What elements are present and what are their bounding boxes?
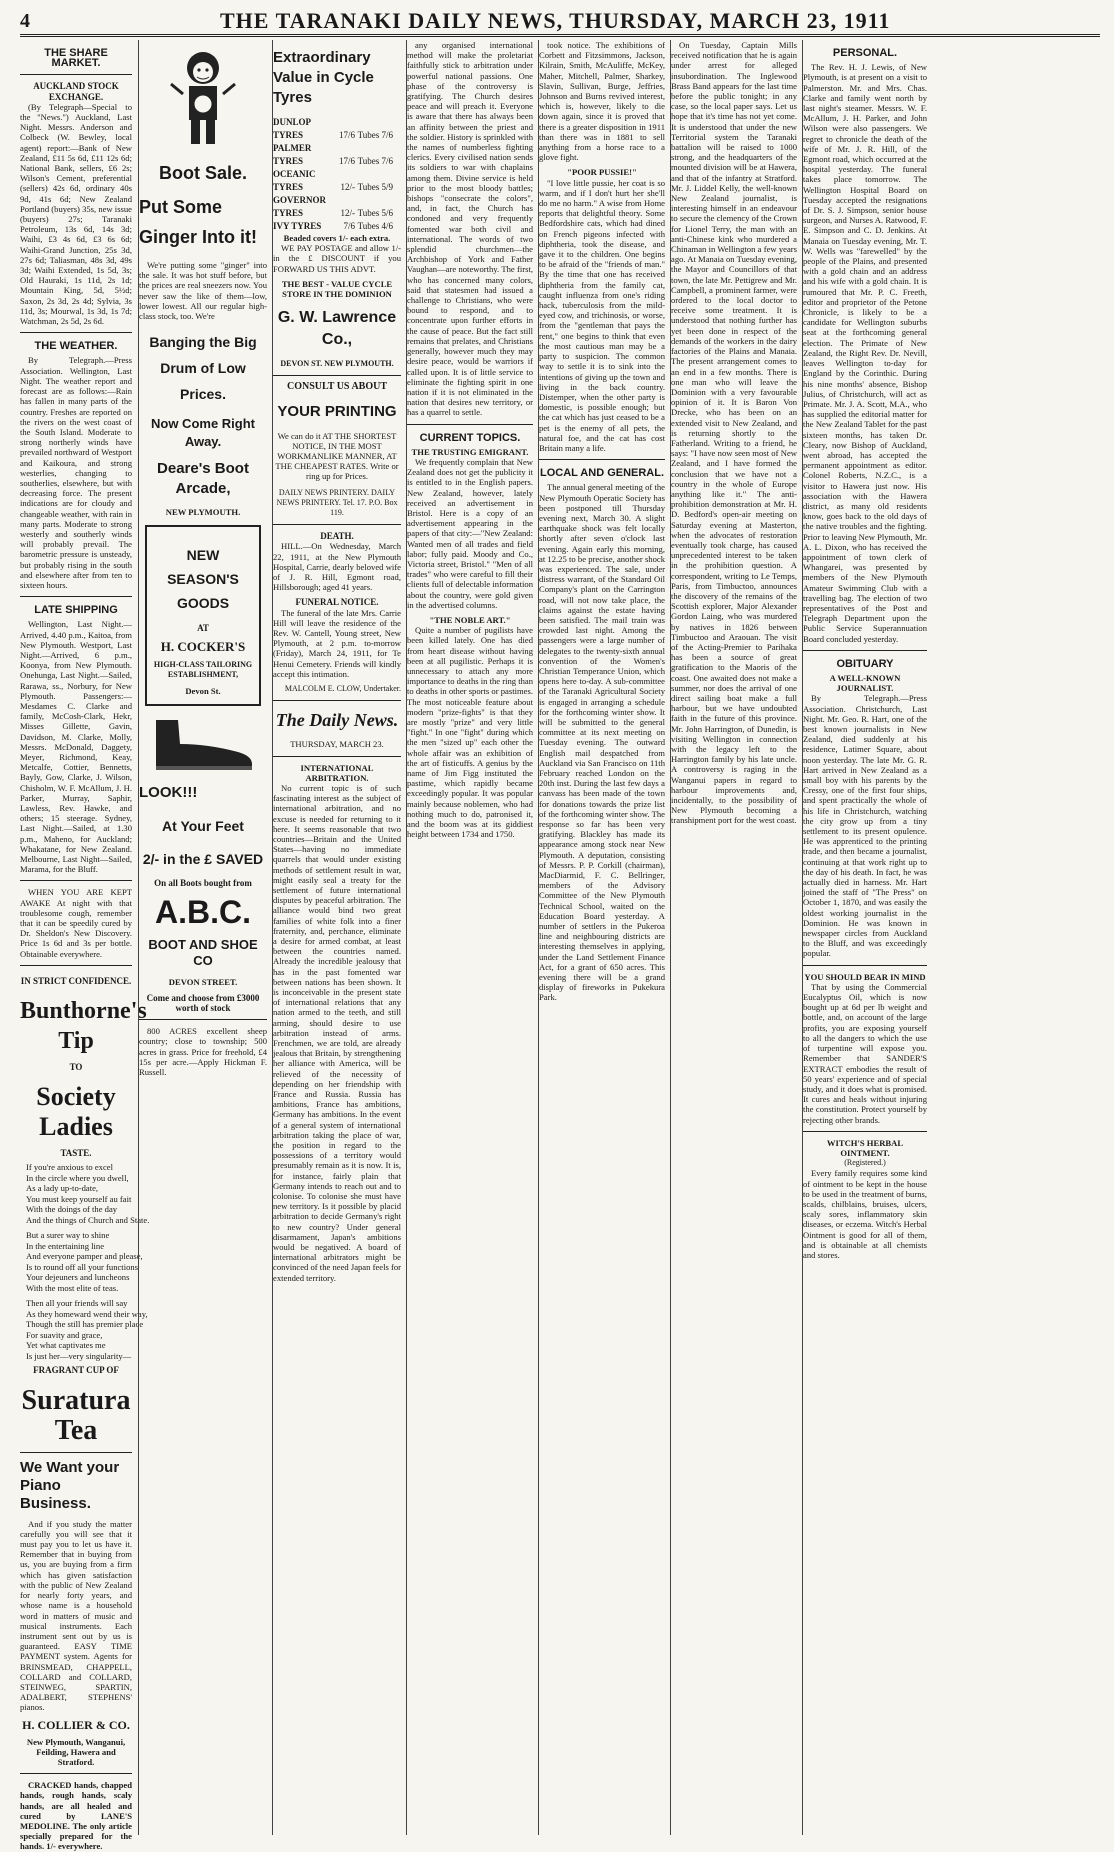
drummer-figure-icon	[163, 44, 243, 154]
postage-note: WE PAY POSTAGE and allow 1/- in the £ DISCOUNT if you FORWARD US THIS ADVT.	[273, 243, 401, 274]
poor-pussie-heading: "POOR PUSSIE!"	[567, 167, 637, 178]
beaded-note: Beaded covers 1/- each extra.	[283, 233, 391, 243]
on-all-boots: On all Boots bought from	[154, 878, 252, 889]
personal-text: The Rev. H. J. Lewis, of New Plymouth, is at present on a visit to Palmerston. Mr. and Mrs. Chas. Clarke and family went north by last night's steamer. Messrs. W. F. McAllum, J. H. Parker, and John Wilson were also passengers. We regret to chronicle the death of the wife of Mr. J. R. Hill, of the Egmont road, which occurred at the hospital yesterday. The funeral takes place tomorrow. The Wellington Hospital Board on Tuesday accepted the resignations of Dr. S. J. Simpson, senior house surgeon, and Nurses A. Ratwood, F. E. Simpson and C. D. Jenkins. At Manaia on Tuesday evening, Mr. T. W. Wells was "farewelled" by the people of the Plains, and presented with a gold chain and an address and his wife with a gold chain. It is rumoured that Mr. P. C. Freeth, editor and proprietor of the Petone Chronicle, is likely to be a candidate for Wellington suburbs seat at the forthcoming general election. The Primate of New Zealand, the Right Rev. Dr. Nevill, leaves Wellington to-day for England by the Corinthic. During his nine months' absence, Bishop Julius, of Christchurch, will act as Primate. Mr. J. A. Scott, M.A., who has supplied the editorial matter for the New Zealand Tablet for the past sixteen months, has taken Dr. Cleary, now Bishop of Auckland, went abroad, has accepted the permanent appointment as editor. Colonel Roberts, N.Z.C., is a visitor to Hawera just now. His association with the Hawera district, as many old residents know, goes back to the old days of the native troubles and the fighting. Prior to leaving New Plymouth, Mr. A. L. Dixon, who has received the appointment of town clerk of Whangarei, was presented by members of the New Plymouth Amateur Swimming Club with a travelling bag. The election of two representatives of the Post and Telegraph Department upon the Public Service Superannuation Board concluded yesterday.	[803, 62, 927, 644]
shipping-text: Wellington, Last Night.—Arrived, 4.40 p.m., Kaitoa, from New Plymouth. Westport, Last Night.—Arrived, 6 p.m., Koonya, from New Plymouth. Onehunga, Last Night.—Sailed, Rarawa, ss., Norbury, for New Plymouth. Passengers:—Mesdames C. Clarke and family, McCosh-Clark, Hekr, Misses Gillette, Gavin, Davidson, M. Clarke, Molly, Messrs. McDonald, Daggety, Meyer, Richmond, Keay, Metcalfe, Cottier, Bennetts, Bayly, Gow, Clarke, J. Wilson, Chisholm, W. F. McAllum, J. H. Parker, Murray, Saphir, Lawless, Rev. Hawke, and others; 15 steerage. Sydney, Last Night.—Sailed, at 1.30 p.m., Maheno, for Auckland; Whakatane, for New Zealand. Melbourne, Last Night—Sailed, Marama, for the Bluff.	[20, 619, 132, 875]
at-your-feet: At Your Feet	[162, 818, 244, 835]
column-2	[138, 40, 267, 1835]
bear-in-mind-text: That by using the Commercial Eucalyptus Oil, which is now bought up at 6d per lb weight and bottle, and, on account of the large profits, you are exposing yourself to all the dangers to which the use of turpentine will expose you. Remember that SANDER'S EXTRACT embodies the result of 50 years' experience and of special study, and it does what is promised. It cures and heals without injuring the constitution. Protect yourself by rejecting other brands.	[803, 981, 927, 1125]
local-general-text: The annual general meeting of the New Plymouth Operatic Society has been postponed till Thursday evening next, March 30. A slight earthquake shock was felt locally shortly after seven o'clock last evening. Again early this morning, at 12.25 to be precise, another shock was experienced. The sale, under distress warrant, of the Standard Oil Company's plant on the Carrington road, will not now take place, the claims against the estate having been satisfied. The mail train was crowded last night. Among the passengers were a large number of delegates to the twenty-sixth annual convention of the Women's Christian Temperance Union, which opens here to-day. A sub-committee of the Taranaki Agricultural Society is engaged in arranging a schedule for the forthcoming winter show. It will be submitted to the general committee at its next meeting on Tuesday evening. The outward English mail despatched from Auckland via San Francisco on 11th February reached London on the 20th inst. During the last few days a canvass has been made of the town for donations towards the prize list of the forthcoming winter show. The response so far has been very gratifying. Blackley has made its appearance among stock near New Plymouth. A deputation, consisting of Messrs. P. P. Corkill (chairman), MacDiarmid, F. C. Bellringer, members of the Advisory Committee of the New Plymouth Technical School, waited on the Education Board yesterday. A number of settlers in the Pukeroa line and neighbouring districts are interesting themselves in applying, under the Land Settlement Finance Act, for a grant of 650 acres. This evening there will be a grand display of fireworks in Pukekura Park.	[539, 482, 665, 1003]
society-ladies-title: Society Ladies	[36, 1082, 116, 1142]
deare-name: Deare's Boot Arcade,	[157, 460, 249, 498]
poem-line: If you're anxious to excel	[26, 1162, 113, 1173]
column-6	[670, 40, 797, 1835]
obituary-heading: OBITUARY	[836, 657, 894, 670]
column-7	[802, 40, 927, 1835]
divider	[803, 650, 927, 651]
page-number: 4	[20, 10, 30, 32]
poem-line: For suavity and grace,	[26, 1329, 103, 1340]
poem-line: In the entertaining line	[26, 1240, 105, 1251]
collier-address: New Plymouth, Wanganui, Feilding, Hawera and Stratford.	[26, 1736, 126, 1767]
cocker-ad-box	[145, 525, 261, 706]
current-topics-heading: CURRENT TOPICS.	[419, 431, 521, 444]
divider	[20, 332, 132, 333]
poem-line: But a surer way to shine	[26, 1230, 110, 1241]
divider	[20, 1773, 132, 1774]
tyre-price-list	[273, 116, 401, 233]
boot-sale-title: Boot Sale.	[158, 163, 247, 183]
fragrant-label: FRAGRANT CUP OF	[33, 1365, 119, 1376]
divider	[407, 424, 533, 425]
piano-text: And if you study the matter carefully you will see that it must pay you to let us have it. Remember that in buying from us, you are buying from a firm which has given satisfaction with the public of New Zealand for nearly forty years, and whose name is a household word in matters of music and musical instruments. Each instrument sent out by us is guaranteed. EASY TIME PAYMENT system. Agents for BRINSMEAD, CHAPPELL, COLLARD and COLLARD, STEINWEG, SPARTIN, ADALBERT, STEPHENS' pianos.	[20, 1518, 132, 1713]
divider	[273, 756, 401, 757]
abc-address: DEVON STREET.	[168, 976, 238, 987]
arbitration-heading: INTERNATIONAL ARBITRATION.	[300, 762, 374, 783]
cracked-hands-ad: CRACKED hands, chapped hands, rough hands, scaly hands, are all healed and cured by LANE'S MEDOLINE. The only article specially prepared for the hands. 1/- everywhere.	[20, 1780, 132, 1852]
poem-line: With the most elite of teas.	[26, 1282, 119, 1293]
extraordinary-value-title: Extraordinary Value in Cycle Tyres	[273, 49, 374, 106]
look-headline: LOOK!!!	[139, 784, 198, 802]
divider	[20, 1452, 132, 1453]
cocker-new-season: NEW SEASON'S GOODS	[167, 547, 239, 612]
noble-art-text: Quite a number of pugilists have been killed lately. One has died from heart disease without having been at all pugilistic. Perhaps it is unnecessary to attach any more importance to deaths in the ring than to deaths in other sports or pastimes. The most noticeable feature about modern "prize-fights" is that they are mostly "prize" and very little "fight." In one "fight" during which the men "sized up" each other the whole affair was an exhibition of the art of fisticuffs. A genius by the name of Jim Figg instituted the pastime, which rapidly became exceedingly popular. It was popular mainly because noblemen, who had nothing much to do, patronised it, and the boom was at its giddiest height between 1734 and 1750.	[407, 625, 534, 840]
bunthorne-to: TO	[69, 1062, 83, 1073]
ginger-headline: Put Some Ginger Into it!	[139, 197, 257, 247]
best-value-store: THE BEST - VALUE CYCLE STORE IN THE DOMINION	[281, 278, 393, 300]
tyre-row: DUNLOP TYRES 17/6 Tubes 7/6	[273, 117, 393, 140]
banging-headline: Banging the Big Drum of Low Prices.	[149, 334, 257, 403]
well-known-journalist-heading: A WELL-KNOWN JOURNALIST.	[829, 672, 901, 694]
divider	[803, 1131, 927, 1132]
come-right-away: Now Come Right Away.	[151, 416, 255, 450]
confidence-heading: IN STRICT CONFIDENCE.	[20, 975, 132, 986]
share-market-text: (By Telegraph—Special to the "News.") Auckland, Last Night. Messrs. Anderson and Colbeck (W. Bewley, local agent) report:—Bank of New Zealand, £11 5s 6d, £11 12s 6d; National Bank, sellers, £6 2s; Wilson's Cement, preferential (sellers) 42s 6d, ordinary 40s 9d, 41s 6d; New Zealand Portland (buyers) 35s, new issue (buyers) 27s; Taranaki Petroleum, 13s 6d, 14s 3d; Waihi, £3 4s 6d, £3 6s 6d; Waihi-Grand Junction, 25s 3d, 27s 6d; Taliasman, 48s 3d, 49s 3d; Waihi Extended, 1s 5d, 3s; Old Hauraki, 1s 11d, 2s 1d; Mountain King, 5d, 5½d; Saxon, 2s 3d, 2s 4d; Sylvia, 3s 11d, 3s; Mourwal, 1s 3d, 1s 7d; Watchman, 2s 5d, 2s 6d.	[20, 101, 132, 327]
taste-label: TASTE.	[60, 1148, 92, 1159]
death-heading: DEATH.	[320, 531, 354, 542]
cocker-name: H. COCKER'S	[160, 638, 246, 654]
poem-line: Is just her—very singularity—	[26, 1350, 132, 1361]
noble-art-continued: took notice. The exhibitions of Corbett and Fitzsimmons, Jackson, Kilrain, Smith, McAuliffe, McKey, Maher, Mitchell, Palmer, Sharkey, Slavin, Sullivan, Burge, Jeffries, Johnson and Burns revived interest, which is, however, likely to die down again, since it is proved that there is a greater disposition in 1911 than there was in 1881 to sell anything from a horse race to a glove fight.	[539, 40, 665, 163]
lawrence-name: G. W. Lawrence Co.,	[277, 309, 397, 349]
funeral-heading: FUNERAL NOTICE.	[295, 597, 379, 608]
abc-choose: Come and choose from £3000 worth of stock	[146, 992, 260, 1014]
divider	[20, 74, 132, 75]
bear-in-mind-heading: YOU SHOULD BEAR IN MIND	[804, 971, 926, 982]
lawrence-address: DEVON ST. NEW PLYMOUTH.	[280, 359, 394, 369]
trusting-emigrant-heading: THE TRUSTING EMIGRANT.	[411, 446, 529, 457]
divider	[20, 880, 132, 881]
printery-contact: DAILY NEWS PRINTERY. DAILY NEWS PRINTERY. Tel. 17. P.O. Box 119.	[276, 487, 398, 518]
arbitration-text: No current topic is of such fascinating interest as the subject of international arbitration, and no excuse is needed for returning to it here. It seems reasonable that two countries—Britain and the United States—having no immediate quarrels that would under existing methods of settlement result in war, might easily seal a treaty for the settlement of future international disputes by peaceful arbitration. The alliance would bind two great families of white folk into a finer fraternity, and, perchance, eliminate a desire for armed combat, at least between the countries named. Already the incredible jealousy that has in the past fomented war between nations has been shown. It is inconceivable in the present state of international relations that any nation armed to the teeth, and still arming, should desire to use arbitration instead of arms. Frenchmen, we are told, are already jealous that Britain, by strengthening her alliance with America, will be relieved of the necessity of depending on her friendship with France and Russia. Russia has ambitions, France has ambitions, Germany has ambitions. In the event of a general system of international arbitration taking the place of war, the position in regard to the possessions of a territory would presumably remain as it is now. It is, for instance, fairly plain that Germany intends to reach out and to colonise. To colonise she must have new territory. Is it possible by placid arbitration to decide Germany's right to new country? Under general disarmament, Japan's ambitions would be negatived. A board of international arbitrators might be convinced of the need Japan feels for extended territory.	[273, 782, 401, 1283]
witch-registered: (Registered.)	[844, 1158, 886, 1168]
divider	[273, 700, 401, 701]
personal-heading: PERSONAL.	[832, 47, 898, 59]
column-4	[406, 40, 533, 1835]
noble-art-heading: "THE NOBLE ART."	[429, 614, 511, 625]
poem-line: Though the still has premier place	[26, 1319, 144, 1330]
dateline: THURSDAY, MARCH 23.	[290, 739, 384, 750]
column-5	[538, 40, 665, 1835]
tyre-row: OCEANIC TYRES 12/- Tubes 5/9	[273, 169, 393, 192]
poem-line: And the things of Church and State.	[26, 1214, 150, 1225]
local-general-heading: LOCAL AND GENERAL.	[539, 467, 665, 480]
tyre-row: GOVERNOR TYRES 12/- Tubes 5/6	[273, 195, 393, 218]
divider	[273, 524, 401, 525]
newspaper-title: THE TARANAKI DAILY NEWS, THURSDAY, MARCH 23, 1911	[220, 8, 891, 33]
saved-headline: 2/- in the £ SAVED	[142, 851, 264, 868]
poem-line: Your dejeuners and luncheons	[26, 1272, 130, 1283]
daily-news-nameplate: The Daily News.	[275, 710, 399, 731]
your-printing-title: YOUR PRINTING	[277, 402, 397, 420]
weather-heading: THE WEATHER.	[34, 340, 118, 353]
divider	[139, 1019, 267, 1020]
column-3	[272, 40, 401, 1835]
poem-line: Is to round off all your functions	[26, 1261, 139, 1272]
abc-subtitle: BOOT AND SHOE CO	[148, 936, 258, 968]
weather-text: By Telegraph.—Press Association. Wellington, Last Night. The weather report and forecast are as follows:—Rain has fallen in many parts of the country. Freshes are reported on the rivers on the west coast of the South Island. Moderate to strong northerly winds have prevailed northward of Westport and Kaikoura, and strong westerlies, changing to southerlies, elsewhere, but with decreasing force. The present indications are for cloudy and changeable weather, with rain in many parts. Moderate to strong westerly and southerly winds will probably prevail. The barometric pressure is unsteady, but probably rising in the south and elsewhere after from ten to sixteen hours.	[20, 355, 132, 590]
poem-line: You must keep yourself au fait	[26, 1193, 132, 1204]
column-1	[20, 40, 150, 1852]
piano-ad-title: We Want your Piano Business.	[20, 1458, 120, 1512]
divider	[20, 965, 132, 966]
poem-line: Yet what captivates me	[26, 1340, 106, 1351]
poem	[26, 1162, 150, 1361]
divider	[273, 375, 401, 376]
auckland-exchange-heading: AUCKLAND STOCK EXCHANGE.	[33, 81, 119, 102]
consult-label: CONSULT US ABOUT	[286, 381, 388, 393]
acres-ad: 800 ACRES excellent sheep country; close to township; 500 acres in grass. Price for freehold, £4 15s per acre.—Apply Hickman F. Russell.	[139, 1026, 267, 1078]
divider	[803, 965, 927, 966]
tyre-row: IVY TYRES 7/6 Tubes 4/6	[273, 221, 393, 231]
trusting-emigrant-text: We frequently complain that New Zealand does not get the publicity it is entitled to in the English papers. New Zealand, however, lately received an advertisement in Bristol. Here is a copy of an advertisement appearing in the papers of that city:—"New Zealand: Wanted men of all trades and field labor; fully paid. Moody and Co., Victoria street, Bristol." "Men of all trades" who were careful to fill their clients full of delectable information about the country, were gold given in the advertised columns.	[407, 456, 533, 610]
local-general-continued: On Tuesday, Captain Mills received notification that he is again under arrest for alleged insubordination. The Inglewood Brass Band appears for the last time before the public tonight; in any case, so the local paper says. Let us hope that it's time has not yet come. It is understood that under the new Territorial system the Taranaki battalion will be raised to 1000 strong, and the headquarters of the mounted division will be at Hawera, and that of the infantry at Stratford. Mr. J. Liddel Kelly, the well-known New Zealand journalist, is interesting himself in an endeavour to secure the clemency of the Crown for Lionel Terry, the man with an anti-Chinese kink who murdered a Chinaman in Wellington a few years ago. At Manaia on Tuesday evening, the Mayor and Councillors of that town, the late Mr. Pettigrew and Mr. Campbell, a prominent farmer, were ordered to the local doctor to receive some treatment. It is understood that nothing further has yet been done in respect of the demands of the workers in the dairy factories of the Plains and Manaia. The present arrangement comes to an end in a few months. There is one man who will leave the Dominion with a very favourable opinion of it. It is Baron Von Drecke, who has been on an extended visit to New Zealand, and is returning shortly to the Fatherland. Writing to a friend, he says: "I have now seen most of New Zealand, and I have formed the conclusion that we have not a country in the whole of Europe anything like it." The anti-prohibition demonstration at Mr. H. D. Bedford's open-air meeting on Saturday evening at Masterton, when the advocates of restoration eventually took charge, has caused unprecedented interest to be taken in the prohibition question. A correspondent, writing to Le Temps, Paris, from Timbuctoo, announces the discovery of the remains of the Scottish explorer, Major Alexander Gordon Laing, who was murdered by natives in 1826 between Timbuctoo and Araouan. The visit of the Acting-Premier to Parihaka has been a source of great gratification to the Maoris of the coast. One awaited does not make a summer, nor does the arrival of one direct sailing boat make a full harbour, but we have undoubted faith in the future of this province. Mr. John Harrington, of Dunedin, is visiting Wellington in connection with the legacy left to the Harrington family by his late uncle. A controversy is raging in the Wanganui papers in regard to harbour improvements and, incidentally, to the possibility of New Plymouth becoming a transhipment port for the west coast.	[671, 40, 797, 826]
poem-line: Then all your friends will say	[26, 1298, 128, 1309]
witch-ointment-text: Every family requires some kind of ointment to be kept in the house to be used in the treatment of burns, scalds, chilblains, bruises, ulcers, scaly sores, inflammatory skin diseases, or eczema. Witch's Herbal Ointment is good for all of them, and is obtainable at all chemists and stores.	[803, 1168, 927, 1260]
cocker-address: Devon St.	[185, 686, 221, 697]
divider	[20, 596, 132, 597]
poem-line: And everyone pamper and please,	[26, 1251, 143, 1262]
suratura-title: Suratura Tea	[21, 1384, 131, 1446]
shipping-heading: LATE SHIPPING	[34, 604, 118, 617]
bunthorne-ad-title: Bunthorne's Tip	[20, 998, 147, 1055]
poem-line: As they homeward wend their way,	[26, 1308, 148, 1319]
abc-name: A.B.C.	[155, 893, 251, 930]
funeral-notice: The funeral of the late Mrs. Carrie Hill will leave the residence of the Rev. W. Cantell, Young street, New Plymouth, at 2 p.m. to-morrow (Friday), March 24, 1911, for Te Henui Cemetery. Friends will kindly accept this intimation.	[273, 607, 401, 679]
kept-awake-ad: WHEN YOU ARE KEPT AWAKE At night with that troublesome cough, remember that it can be speedily cured by Dr. Sheldon's New Discovery. Price 1s 6d and 3s per bottle. Obtainable everywhere.	[20, 887, 132, 959]
cocker-at: AT	[197, 623, 209, 634]
masthead	[20, 6, 1100, 37]
boot-icon	[148, 714, 258, 774]
divider	[539, 459, 665, 460]
deare-address: NEW PLYMOUTH.	[165, 507, 241, 518]
arbitration-continued: any organised international method will make the proletariat faithfully stick to arbitration under powerful national passions. One phase of the controversy is gratifying. The Church desires peace and will preach it. Everyone is aware that there has always been an affinity between the priest and the soldier. History is sprinkled with the names of numberless fighting clerics. Every civilised nation sends its soldiers to war with chaplains among them. Divine service is held prior to the most bloody battles; bishops "consecrate the colors", and, in fact, the Church has condoned and very frequently fomented war both civil and international. The words of two splendid churchmen—the Archbishop of York and Father Vaughan—are noteworthy. The first, who has concerned many colors, said that statesmen had issued a challenge to Christians, who were bound to respond, and to concentrate upon further efforts in the cause of peace. But the fact still remains that prelates, and Christians generally, however much they may desire peace, would be warriors if called upon. It is of little service to eliminate the fighting spirit in one nation if it is not eliminated in the nation that desires new territory, or has a quarrel to settle.	[407, 40, 533, 418]
poem-line: With the doings of the day	[26, 1204, 118, 1215]
share-market-heading: THE SHARE MARKET.	[44, 47, 108, 70]
cocker-subtitle: HIGH-CLASS TAILORING ESTABLISHMENT,	[153, 659, 253, 680]
printing-text: We can do it AT THE SHORTEST NOTICE, IN THE MOST WORKMANLIKE MANNER, AT THE CHEAPEST RATES. Write or ring up for Prices.	[275, 430, 399, 482]
poem-line: As a lady up-to-date,	[26, 1183, 99, 1194]
poem-line: In the circle where you dwell,	[26, 1172, 129, 1183]
obituary-text: By Telegraph.—Press Association. Christchurch, Last Night. Mr. Geo. R. Hart, one of the best known journalists in New Zealand, died suddenly at his residence, Latimer Square, about noon yesterday. The late Mr. G. R. Hart arrived in New Zealand as a small boy with his parents by the Cressy, one of the first four ships, and spent practically the whole of his life in Christchurch, watching the city grow up from a tiny settlement to its present opulence. He was apprenticed to the printing trade, and then became a journalist, continuing at that work right up to the day of his death. In fact, he was actually died in harness. Mr. Hart joined the staff of "The Press" on October 1, 1870, and was easily the oldest working journalist in the Dominion. He was known in newspaper circles from Auckland to the Bluff, and was exceedingly popular.	[803, 693, 927, 959]
ginger-text: We're putting some "ginger" into the sale. It was hot stuff before, but the prices are real sneezers now. You never saw the like of them—low, lower lowest. All our regular high-class stock, too. We're	[139, 260, 267, 322]
poor-pussie-text: "I love little pussie, her coat is so warm, and if I don't hurt her she'll do me no harm." A wise from Home reports that delightful theory. Some Bedfordshire cats, which had dined on French pigeons infected with diphtheria, took the disease, and gave it to the children. One begins to be afraid of the "friends of man." By the time that one has received diphtheria from the family cat, caught influenza from one's riding hack, tuberculosis from the mild-eyed cow, and trichinosis, or worse, from the "gentleman that pays the rent," one begins to think that even the most cautious man may be a party to suspicion. The common way to settle it is to sink into the intentions of giving up the town and living in the back country. Distemper, when the other party is domestic, is possible enough; but the cat which has just ceased to be a pet is the enemy of all pets, the natural foe, and the cat has cost Britain many a life.	[539, 177, 665, 453]
witch-ointment-heading: WITCH'S HERBAL OINTMENT.	[826, 1137, 904, 1158]
funeral-signature: MALCOLM E. CLOW, Undertaker.	[284, 684, 401, 694]
tyre-row: PALMER TYRES 17/6 Tubes 7/6	[273, 143, 393, 166]
death-notice: HILL.—On Wednesday, March 22, 1911, at the New Plymouth Hospital, Carrie, dearly beloved wife of J. R. Hill, Egmont road, Hillsborough; aged 41 years.	[273, 541, 401, 593]
collier-name: H. COLLIER & CO.	[22, 1717, 130, 1732]
